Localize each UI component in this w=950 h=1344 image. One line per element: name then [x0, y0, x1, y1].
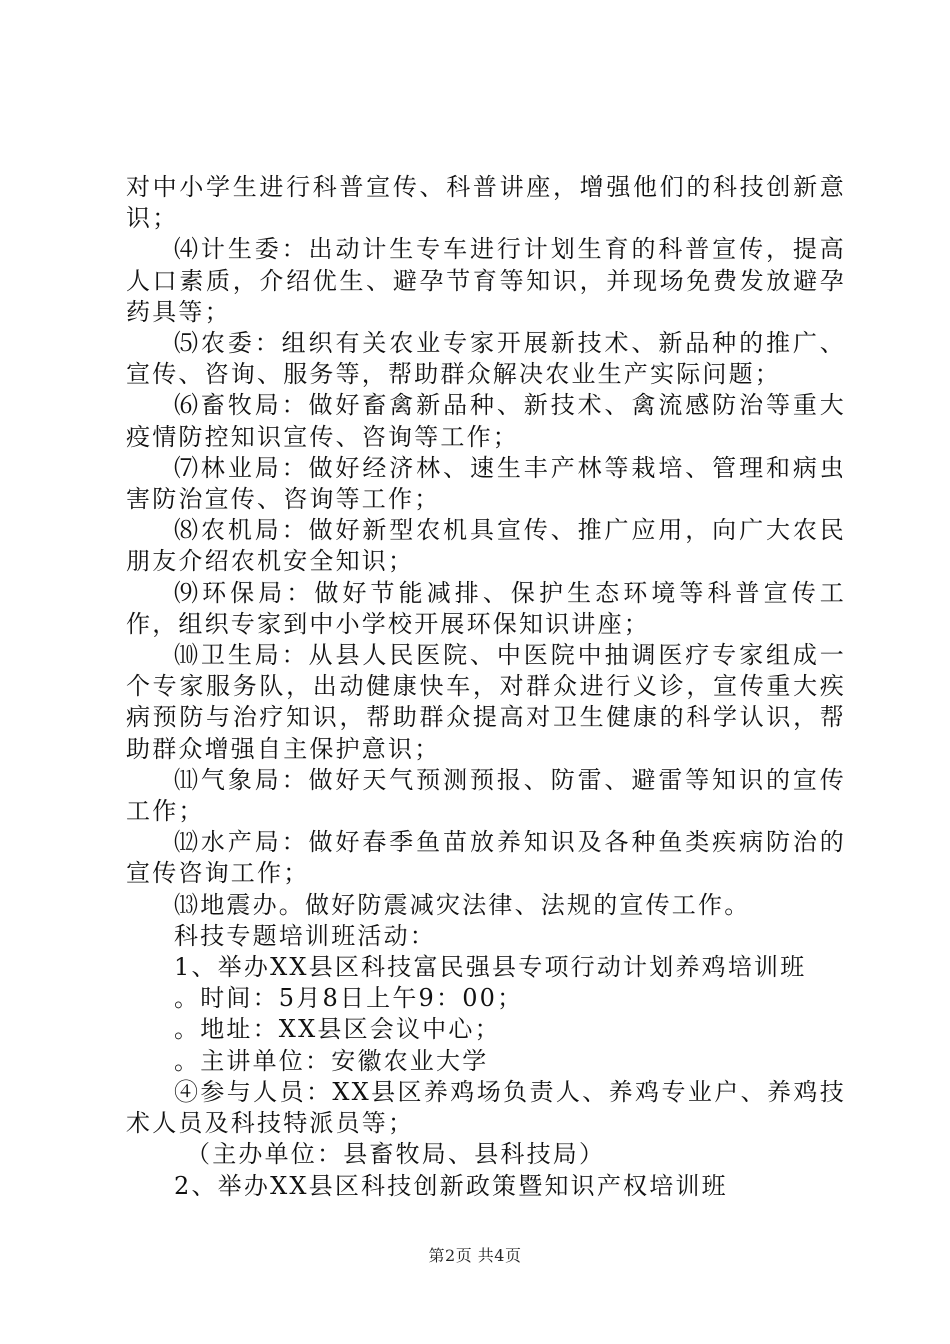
paragraph: （主办单位：县畜牧局、县科技局） — [186, 1140, 606, 1169]
paragraph: 科技专题培训班活动： — [174, 921, 436, 950]
page-number-footer: 第2页 共4页 — [428, 1246, 522, 1265]
paragraph: ⑻农机局：做好新型农机具宣传、推广应用，向广大农民朋友介绍农机安全知识； — [126, 516, 846, 576]
paragraph: ⑽卫生局：从县人民医院、中医院中抽调医疗专家组成一个专家服务队，出动健康快车，对群众进行义诊，宣传重大疾病预防与治疗知识，帮助群众提高对卫生健康的科学认识，帮助群众增强自主保护意识； — [126, 641, 846, 763]
paragraph: 1、举办XX县区科技富民强县专项行动计划养鸡培训班 — [174, 953, 807, 982]
paragraph: ⑺林业局：做好经济林、速生丰产林等栽培、管理和病虫害防治宣传、咨询等工作； — [126, 453, 846, 514]
paragraph: ⑿水产局：做好春季鱼苗放养知识及各种鱼类疾病防治的宣传咨询工作； — [126, 828, 846, 888]
paragraph: ⑼环保局：做好节能减排、保护生态环境等科普宣传工作，组织专家到中小学校开展环保知识讲座； — [126, 578, 846, 638]
paragraph: ⑹畜牧局：做好畜禽新品种、新技术、禽流感防治等重大疫情防控知识宣传、咨询等工作； — [126, 391, 846, 451]
paragraph: 对中小学生进行科普宣传、科普讲座，增强他们的科技创新意识； — [126, 173, 846, 233]
paragraph: 。地址：XX县区会议中心； — [174, 1015, 501, 1044]
paragraph: ⒀地震办。做好防震减灾法律、法规的宣传工作。 — [174, 890, 751, 919]
paragraph: 。主讲单位：安徽农业大学 — [174, 1046, 489, 1075]
paragraph: ④参与人员：XX县区养鸡场负责人、养鸡专业户、养鸡技术人员及科技特派员等； — [126, 1077, 846, 1138]
paragraph: 。时间：5月8日上午9：00； — [174, 984, 524, 1013]
paragraph: ⑾气象局：做好天气预测预报、防雷、避雷等知识的宣传工作； — [126, 765, 846, 826]
paragraph: ⑷计生委：出动计生专车进行计划生育的科普宣传，提高人口素质，介绍优生、避孕节育等知识，并现场免费发放避孕药具等； — [126, 235, 846, 326]
document-body — [126, 172, 846, 1202]
paragraph: 2、举办XX县区科技创新政策暨知识产权培训班 — [174, 1171, 728, 1200]
paragraph: ⑸农委：组织有关农业专家开展新技术、新品种的推广、宣传、咨询、服务等，帮助群众解决农业生产实际问题； — [126, 329, 846, 389]
